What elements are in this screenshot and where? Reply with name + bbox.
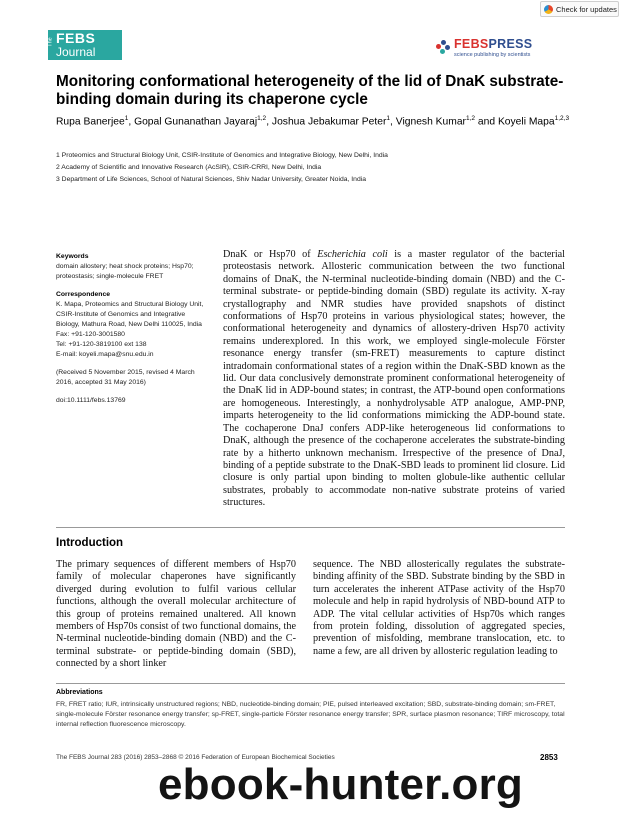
- author-affiliation-marker: 1,2: [465, 115, 476, 122]
- author-name: Rupa Banerjee: [56, 116, 125, 128]
- article-title: Monitoring conformational heterogeneity of the lid of DnaK substrate-binding domain during its chaperone cycle: [56, 73, 564, 108]
- press-febs: FEBS: [454, 37, 489, 51]
- correspondence-heading: Correspondence: [56, 291, 111, 298]
- introduction-column-2: sequence. The NBD allosterically regulates the substrate-binding affinity of the SBD. Substrate binding by the SBD in turn accelerates the inherent ATPase activity of the Hsp70 molecule and help in rapid hydrolysis of NBD-bound ATP to ADP. The vital cellular activities of Hsp70s which ranges from protein folding, dissolution of aggregated species, prevention of misfolding, membrane translocation, etc. to name a few, are all driven by allosteric regulation leading to: [313, 559, 565, 657]
- press-press: PRESS: [488, 37, 533, 51]
- correspondence-fax: Fax: +91-120-3001580: [56, 331, 125, 338]
- abbreviations-text: FR, FRET ratio; IUR, intrinsically unstructured regions; NBD, nucleotide-binding domain; PIE, pulsed interleaved excitation; SBD, substrate-binding domain; sm-FRET, single-molecule Förster resonance energy transfer; sp-FRET, single-particle Förster resonance energy transfer; SPR, surface plasmon resonance; TIRF microscopy, total internal reflection fluorescence microscopy.: [56, 701, 565, 728]
- press-tagline: science publishing by scientists: [454, 52, 531, 58]
- crossmark-icon: [544, 5, 553, 14]
- doi-link[interactable]: doi:10.1111/febs.13769: [56, 397, 126, 404]
- affiliations: [56, 150, 576, 186]
- correspondence-email[interactable]: E-mail: koyeli.mapa@snu.edu.in: [56, 351, 154, 358]
- author-affiliation-marker: 1,2,3: [554, 115, 570, 122]
- check-for-updates-button[interactable]: [540, 1, 619, 17]
- author-affiliation-marker: 1: [124, 115, 129, 122]
- journal-logo: [48, 30, 122, 60]
- author-name: Koyeli Mapa: [497, 116, 555, 128]
- page-number: 2853: [540, 753, 558, 762]
- author-name: Gopal Gunanathan Jayaraj: [134, 116, 258, 128]
- febs-press-dots-icon: [436, 40, 450, 54]
- page-footer: The FEBS Journal 283 (2016) 2853–2868 © 2016 Federation of European Biochemical Societies: [56, 754, 335, 761]
- affiliation: 3 Department of Life Sciences, School of Natural Sciences, Shiv Nadar University, Greater Noida, India: [56, 176, 367, 183]
- author-name: Vignesh Kumar: [395, 116, 466, 128]
- author-name: Joshua Jebakumar Peter: [271, 116, 387, 128]
- author-affiliation-marker: 1: [386, 115, 391, 122]
- divider: [56, 527, 565, 528]
- abstract-text: DnaK or Hsp70 of Escherichia coli is a master regulator of the bacterial proteostasis network. Allosteric communication between the two functional domains of DnaK, the N-terminal nucleotide-binding domain (NBD) and the C-terminal substrate- or peptide-binding domain (SBD) regulate its activity. X-ray crystallography and NMR studies have provided snapshots of distinct conformations of Hsp70 proteins in various physiological states; however, the conformational heterogeneity and dynamics of allostery-driven Hsp70 activity remains underexplored. In this work, we employed single-molecule Förster resonance energy transfer (sm-FRET) measurements to capture distinct intradomain conformational states of a region within the DnaK-SBD known as the lid. Our data conclusively demonstrate prominent conformational heterogeneity of the DnaK lid in ADP-bound states; in contrast, the ATP-bound open conformations are homogeneous. Interestingly, a nonhydrolysable ATP analogue, AMP-PNP, imparts heterogeneity to the lid conformations mimicking the ADP-bound state. The cochaperone DnaJ confers ADP-like heterogeneous lid conformations to DnaK, although the presence of the cochaperone accelerates the substrate-binding rate by a hitherto unknown mechanism. Irrespective of the presence of DnaJ, binding of a peptide substrate to the DnaK-SBD leads to prominent lid closure. Lid closure is only partial upon binding to molten globule-like authentic cellular substrates, probably to accommodate non-native substrate proteins of varied structures.: [223, 249, 566, 509]
- journal-logo-the: The: [47, 37, 54, 47]
- article-info-sidebar: [56, 252, 206, 406]
- divider: [56, 683, 565, 684]
- check-for-updates-label: Check for updates: [556, 4, 617, 14]
- watermark: ebook-hunter.org: [158, 760, 523, 809]
- correspondence-tel: Tel: +91-120-3819100 ext 138: [56, 341, 147, 348]
- author-affiliation-marker: 1,2: [257, 115, 267, 122]
- introduction-column-1: The primary sequences of different members of Hsp70 family of molecular chaperones have significantly diverged during evolution to fulfil various cellular functions, although the overall molecular architecture of this group of proteins remained unaltered. All known members of Hsp70s consist of two functional domains, the N-terminal nucleotide-binding domain (NBD) and the C-terminal substrate- or peptide-binding domain (SBD), connected by a short linker: [56, 559, 296, 670]
- keywords-text: domain allostery; heat shock proteins; Hsp70; proteostasis; single-molecule FRET: [56, 263, 194, 280]
- received-dates: (Received 5 November 2015, revised 4 March 2016, accepted 31 May 2016): [56, 369, 195, 386]
- author-list: Rupa Banerjee$^1$, Gopal Gunanathan Jayaraj$^{1,2}$, Joshua Jebakumar Peter$^1$, Vignesh Kumar$^{1,2}$ and Koyeli Mapa$^{1,2,3}$: [56, 115, 570, 128]
- journal-logo-journal: Journal: [56, 45, 96, 59]
- affiliation: 2 Academy of Scientific and Innovative Research (AcSIR), CSIR-CRRI, New Delhi, India: [56, 164, 322, 171]
- affiliation: 1 Proteomics and Structural Biology Unit, CSIR-Institute of Genomics and Integrative Biology, New Delhi, India: [56, 152, 388, 159]
- abbreviations-heading: Abbreviations: [56, 689, 103, 696]
- keywords-heading: Keywords: [56, 253, 89, 260]
- correspondence-address: K. Mapa, Proteomics and Structural Biology Unit, CSIR-Institute of Genomics and Integrative Biology, Mathura Road, New Delhi 110025, India: [56, 301, 204, 328]
- introduction-heading: Introduction: [56, 537, 124, 549]
- journal-logo-febs: FEBS: [56, 30, 96, 46]
- febs-press-logo: [436, 37, 546, 63]
